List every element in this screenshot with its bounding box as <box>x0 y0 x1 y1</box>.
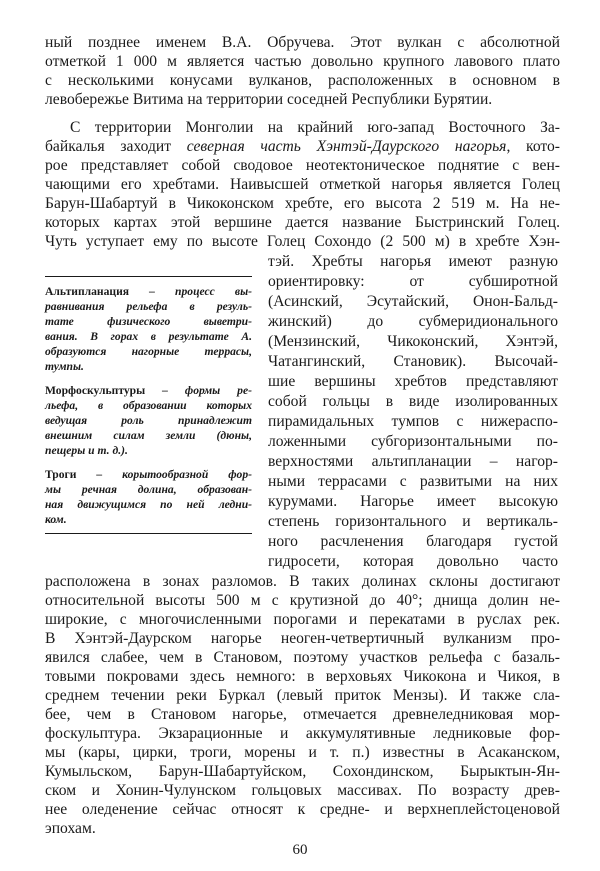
body-line: товыми покровами здесь немного: в верховьях Чикокона и Чикоя, в <box>45 668 560 685</box>
sidebar-line: вания. В горах в результате А. <box>45 330 252 343</box>
sidebar-line: льефа, в образовании которых <box>45 399 252 412</box>
body-line: расположена в зонах разломов. В таких долинах склоны достигают <box>45 573 560 590</box>
sidebar-line: пещеры и т. д.). <box>45 444 128 457</box>
body-line: байкалья заходит северная часть Хэнтэй-Даурского нагорья, кото- <box>45 138 561 155</box>
body-line: ложенными субгоризонтальными по- <box>268 433 558 450</box>
sidebar-line: мы речная долина, образован- <box>45 483 252 496</box>
body-line: ными террасами с развитыми на них <box>268 473 558 490</box>
body-line: рое представляет собой сводовое неотектоническое поднятие с вен- <box>45 157 560 174</box>
sidebar-line: равнивания рельефа в резуль- <box>45 300 252 313</box>
body-line: относительной высоты 500 м с крутизной до 40°; днища долин не- <box>45 592 560 609</box>
sidebar-line: внешним силам земли (дюны, <box>45 429 252 442</box>
body-line: (Асинский, Эсутайский, Онон-Бальд- <box>268 293 558 310</box>
sidebar-line: тумпы. <box>45 360 84 373</box>
body-line: курумами. Нагорье имеет высокую <box>268 493 558 510</box>
body-line: среднем течении реки Буркал (левый приток Мензы). И также сла- <box>45 687 560 704</box>
body-line: фоскульптура. Экзарационные и аккумулятивные ледниковые фор- <box>45 725 560 742</box>
body-line: ного расчленения благодаря густой <box>268 533 558 550</box>
sidebar-line: тате физического выветри- <box>45 315 252 328</box>
sidebar-line: Троги – корытообразной фор- <box>45 468 252 481</box>
sidebar-bottom-rule <box>45 533 252 534</box>
body-line: В Хэнтэй-Даурском нагорье неоген-четвертичный вулканизм про- <box>45 630 560 647</box>
body-line: пирамидальных тумпов с нижераспо- <box>268 413 558 430</box>
body-line: с несколькими конусами вулканов, расположенных в основном в <box>45 72 560 89</box>
body-line: тэй. Хребты нагорья имеют разную <box>268 253 558 270</box>
sidebar-line: образуются нагорные террасы, <box>45 345 252 358</box>
body-line: явился слабее, чем в Становом, поэтому участков рельефа с базаль- <box>45 649 560 666</box>
body-line: жинский) до субмеридионального <box>268 313 558 330</box>
body-line: широкие, с многочисленными порогами и перекатами в руслах рек. <box>45 611 560 628</box>
sidebar-line: Альтипланация – процесс вы- <box>45 285 252 298</box>
body-line: чающими его хребтами. Наивысшей отметкой нагорья является Голец <box>45 176 560 193</box>
body-line: Барун-Шабартуй в Чикоконском хребте, его высота 2 519 м. На не- <box>45 195 560 212</box>
body-line: Чуть уступает ему по высоте Голец Сохондо (2 500 м) в хребте Хэн- <box>45 233 560 250</box>
body-line: которых картах этой вершине дается название Быстринский Голец. <box>45 214 560 231</box>
body-line: ориентировку: от субширотной <box>268 273 558 290</box>
sidebar-top-rule <box>45 276 252 277</box>
sidebar-line: ком. <box>45 513 67 526</box>
body-line: гидросети, которая довольно часто <box>268 553 558 570</box>
body-line: Чатангинский, Становик). Высочай- <box>268 353 558 370</box>
body-line: левобережье Витима на территории соседней Республики Бурятии. <box>45 91 493 108</box>
body-line: (Мензинский, Чикоконский, Хэнтэй, <box>268 333 558 350</box>
body-line: мы (кары, цирки, троги, морены и т. п.) известны в Асаканском, <box>45 744 560 761</box>
sidebar-line: ведущая роль принадлежит <box>45 414 252 427</box>
body-line: бее, чем в Становом нагорье, отмечается древнеледниковая мор- <box>45 706 560 723</box>
body-line: отметкой 1 000 м является частью довольно крупного лавового плато <box>45 53 560 70</box>
body-line: эпохам. <box>45 820 96 837</box>
body-line: ском и Хонин-Чулунском гольцовых массивах. По возрасту древ- <box>45 782 560 799</box>
body-line: Кумыльском, Барун-Шабартуйском, Сохондинском, Бырыктын-Ян- <box>45 763 560 780</box>
body-line: верхностями альтипланации – нагор- <box>268 453 558 470</box>
body-line: нее оледенение сейчас относят к средне- и верхнеплейстоценовой <box>45 801 560 818</box>
body-line: собой гольцы в виде изолированных <box>268 393 558 410</box>
body-line: С территории Монголии на крайний юго-запад Восточного За- <box>70 119 560 136</box>
page-number: 60 <box>292 842 308 858</box>
sidebar-line: ная движущимся по ней ледни- <box>45 498 252 511</box>
body-line: шие вершины хребтов представляют <box>268 373 558 390</box>
body-line: ный позднее именем В.А. Обручева. Этот вулкан с абсолютной <box>45 34 560 51</box>
body-line: степень горизонтального и вертикаль- <box>268 513 558 530</box>
sidebar-line: Морфоскульптуры – формы ре- <box>45 384 252 397</box>
